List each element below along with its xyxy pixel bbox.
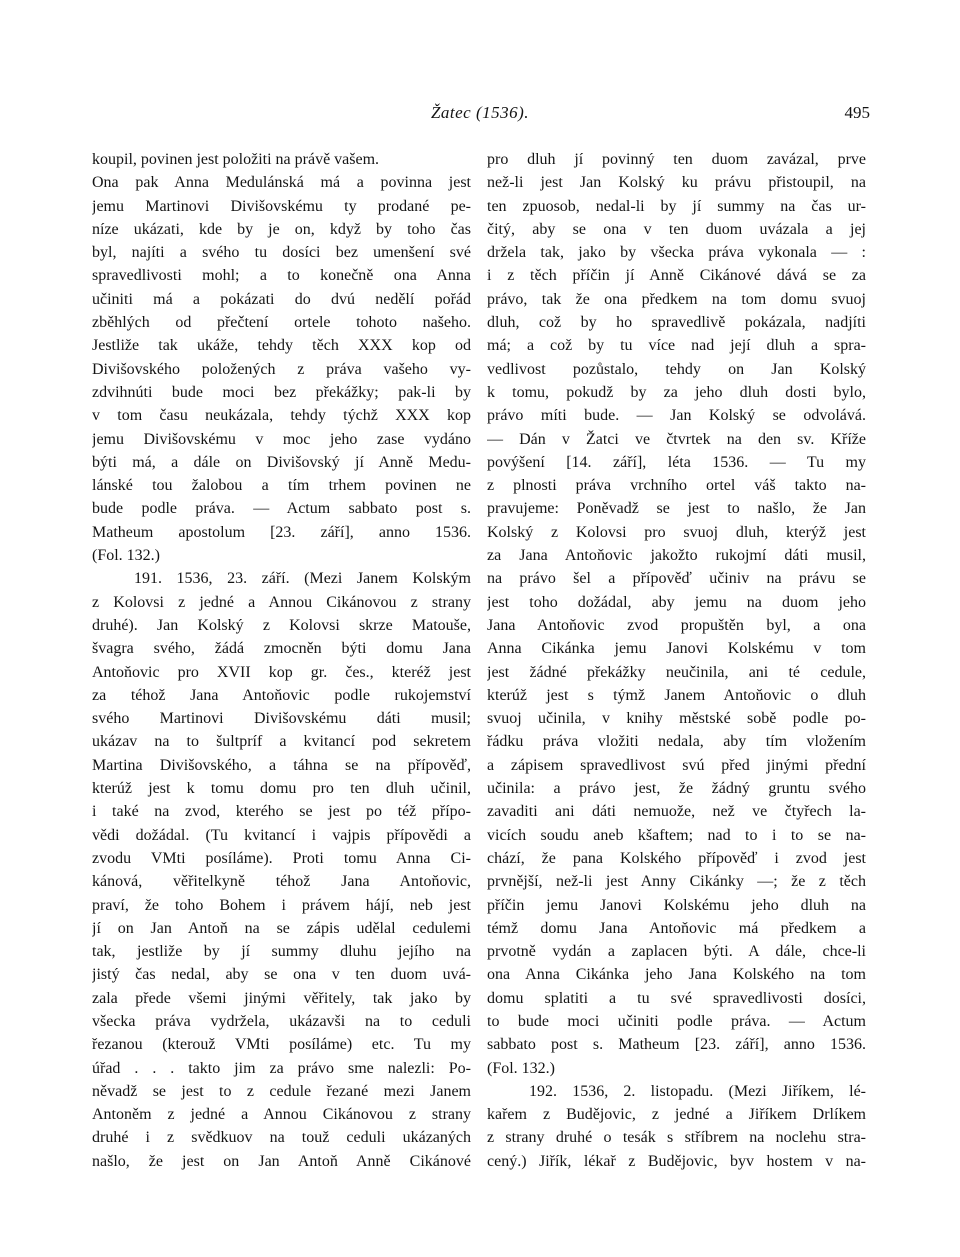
text-line: 192. 1536, 2. listopadu. (Mezi Jiříkem, lé- [529,1082,866,1100]
text-line: z Kolovsi z jedné a Annou Cikánovou z strany [92,593,471,611]
text-line: má; a což by tu více nad její dluh a spra- [487,337,866,355]
text-line: vědi dožádal. (Tu kvitancí i vajpis přípovědi a [92,826,471,844]
text-line: a zápisem spravedlivost svú před jinými přední [487,756,866,774]
text-line: než-li jest Jan Kolský ku právu přistoupil, na [487,174,866,192]
text-line: držela tak, jako by všecka práva vykonala — : [487,244,866,262]
text-line: cený.) Jiřík, lékař z Budějovic, byv hostem v na- [487,1152,866,1170]
text-line: jemu Divišovskému v moc jeho zase vydáno [92,430,471,448]
text-line: dluh, což by ho spravedlivě pokázala, nadjíti [487,314,866,332]
text-line: zběhlých od přečtení ortele tohoto našeho. [92,314,471,332]
text-line: Jestliže tak ukáže, tehdy těch XXX kop od [92,337,471,355]
text-line: z strany druhé o tesák s stříbrem na noclehu stra- [487,1129,866,1147]
text-line: řezanou (kterouž VMti posíláme) etc. Tu my [92,1036,471,1054]
text-line: Matheum apostolum [23. září], anno 1536. [92,523,471,541]
text-line: 191. 1536, 23. září. (Mezi Janem Kolským [134,570,471,588]
text-line: témž domu Jana Antoňovic má předkem a [487,919,866,937]
text-line: řádku práva vložiti nedala, aby tím vložením [487,733,866,751]
text-line: i také na zvod, kterého se jest po též přípo- [92,803,471,821]
text-line: to bude moci učiniti podle práva. — Actum [487,1012,866,1030]
text-line: býti má, a dále on Divišovský jí Anně Medu- [92,453,471,471]
text-line: Antoňovic pro XVII kop gr. čes., kteréž jest [92,663,471,681]
text-line: Kolský z Kolovsi pro svuoj dluh, kterýž jest [487,523,866,541]
text-line: všecka práva vydržela, ukázavši na to ceduli [92,1012,471,1030]
text-line: na právo šel a přípověď učiniv na právu se [487,570,866,588]
text-line: právo míti bude. — Jan Kolský se odvolává. [487,407,866,425]
text-line: jí on Jan Antoň na se zápis udělal cedulemi [92,919,471,937]
text-line: čitý, aby se ona v ten duom uvázala a jej [487,220,866,238]
text-line: zala přede všemi jinými věřitely, tak jako by [92,989,471,1007]
running-title: Žatec (1536). [430,103,530,122]
text-line: druhé i z svědkuov na touž ceduli ukázaných [92,1129,471,1147]
text-line: ten zpuosob, nedal-li by jí summy na čas ur- [487,197,866,215]
text-line: jemu Martinovi Divišovskému ty prodané pe- [92,197,471,215]
text-line: jistý čas nedal, aby se ona v ten duom uvá- [92,966,471,984]
text-line: kánová, věřitelkyně téhož Jana Antoňovic, [92,873,471,891]
text-line: praví, že toho Bohem i právem hájí, neb jest [92,896,471,914]
text-line: (Fol. 132.) [487,1059,555,1077]
text-line: byl, najíti a svého tu dosíci bez umenšení své [92,244,471,262]
text-line: vedlivost pozůstalo, tehdy on Jan Kolský [487,360,866,378]
text-line: druhé). Jan Kolský z Kolovsi skrze Matouše, [92,616,471,634]
text-line: ukázav na to šultpríf a kvitancí pod sekretem [92,733,471,751]
text-line: zvodu VMti posíláme). Proti tomu Anna Ci- [92,849,471,867]
text-line: jest žádné překážky neučinila, ani té cedule, [487,663,866,681]
text-line: něvadž se jest to z cedule řezané mezi Janem [92,1082,471,1100]
text-line: Jana Antoňovic zvod propuštěn byl, a ona [487,616,866,634]
text-line: prvotně vydán a zaplacen býti. A dále, chce-li [487,943,866,961]
text-line: i z těch příčin jí Anně Cikánové dává se za [487,267,866,285]
right-column [487,148,866,1173]
text-line: chází, že pana Kolského přípověď i zvod jest [487,849,866,867]
text-line: Anna Cikánka jemu Janovi Kolskému v tom [487,640,866,658]
text-line: jest toho dožádal, aby jemu na duom jeho [487,593,866,611]
text-line: prvnější, než-li jest Anny Cikánky —; že z těch [487,873,866,891]
page-number: 495 [844,103,870,122]
text-line: lánské tou žalobou a tím trhem povinen ne [92,477,471,495]
text-line: Ona pak Anna Medulánská má a povinna jest [92,174,471,192]
text-line: sabbato post s. Matheum [23. září], anno 1536. [487,1036,866,1054]
text-line: pravujeme: Poněvadž se jest to našlo, že Jan [487,500,866,518]
text-line: úřad . . . takto jim za právo sme nalezli: Po- [92,1059,471,1077]
text-line: švagra svého, žádá zmocněn býti domu Jana [92,640,471,658]
text-line: tak, jestliže by jí summy dluhu jejího na [92,943,471,961]
text-line: zdvihnúti bude moci bez překážky; pak-li by [92,383,471,401]
text-line: za Jana Antoňovic jakožto rukojmí dáti musil, [487,547,866,565]
text-line: koupil, povinen jest položiti na právě vašem. [92,151,380,168]
text-line: k tomu, pokudž by za jeho dluh dosti bylo, [487,383,866,401]
text-line: (Fol. 132.) [92,547,160,565]
text-line: našlo, že jest on Jan Antoň Anně Cikánové [92,1152,471,1170]
text-line: bude podle práva. — Actum sabbato post s. [92,500,471,518]
text-line: níze ukázati, kde by je on, když by toho čas [92,220,471,238]
text-line: kterúž jest s týmž Janem Antoňovic o dluh [487,686,866,704]
text-line: ona Anna Cikánka jeho Jana Kolského na tom [487,966,866,984]
text-line: zavaditi ani dáti nemuože, než ve čtyřech la- [487,803,866,821]
text-line: učiniti má a pokázati do dvú nedělí pořád [92,290,471,308]
text-line: svuoj učinila, v knihy městské sobě podle po- [487,710,866,728]
text-line: příčin jemu Janovi Kolskému jeho dluh na [487,896,866,914]
text-line: učinila: a právo jest, že žádný gruntu svého [487,780,866,798]
text-line: — Dán v Žatci ve čtvrtek na den sv. Kříže [487,430,866,448]
text-line: povýšení [14. září], léta 1536. — Tu my [487,453,866,471]
left-column [92,148,471,1173]
text-line: vicích soudu aneb kšaftem; nad to i to se na- [487,826,866,844]
page-header [90,103,870,129]
text-line: Martina Divišovského, a táhna se na přípověď, [92,756,471,774]
text-line: spravedlivosti mohl; a to konečně ona Anna [92,267,471,285]
text-line: kařem z Budějovic, z jedné a Jiříkem Drlíkem [487,1106,866,1124]
text-line: v tom času neukázala, tehdy týchž XXX kop [92,407,471,425]
text-line: právo, tak že ona předkem na tom domu svuoj [487,290,866,308]
text-line: Antoněm z jedné a Annou Cikánovou z strany [92,1106,471,1124]
text-line: z plnosti práva vrchního ortel váš takto na- [487,477,866,495]
text-line: za téhož Jana Antoňovic podle rukojemství [92,686,471,704]
text-line: Divišovského položených z práva vašeho vy- [92,360,471,378]
text-line: svého Martinovi Divišovskému dáti musil; [92,710,471,728]
text-line: kterúž jest k tomu domu pro ten dluh učinil, [92,780,471,798]
text-line: pro dluh jí povinný ten duom zavázal, prve [487,151,866,168]
text-line: domu splatiti a tu své spravedlivosti dosíci, [487,989,866,1007]
